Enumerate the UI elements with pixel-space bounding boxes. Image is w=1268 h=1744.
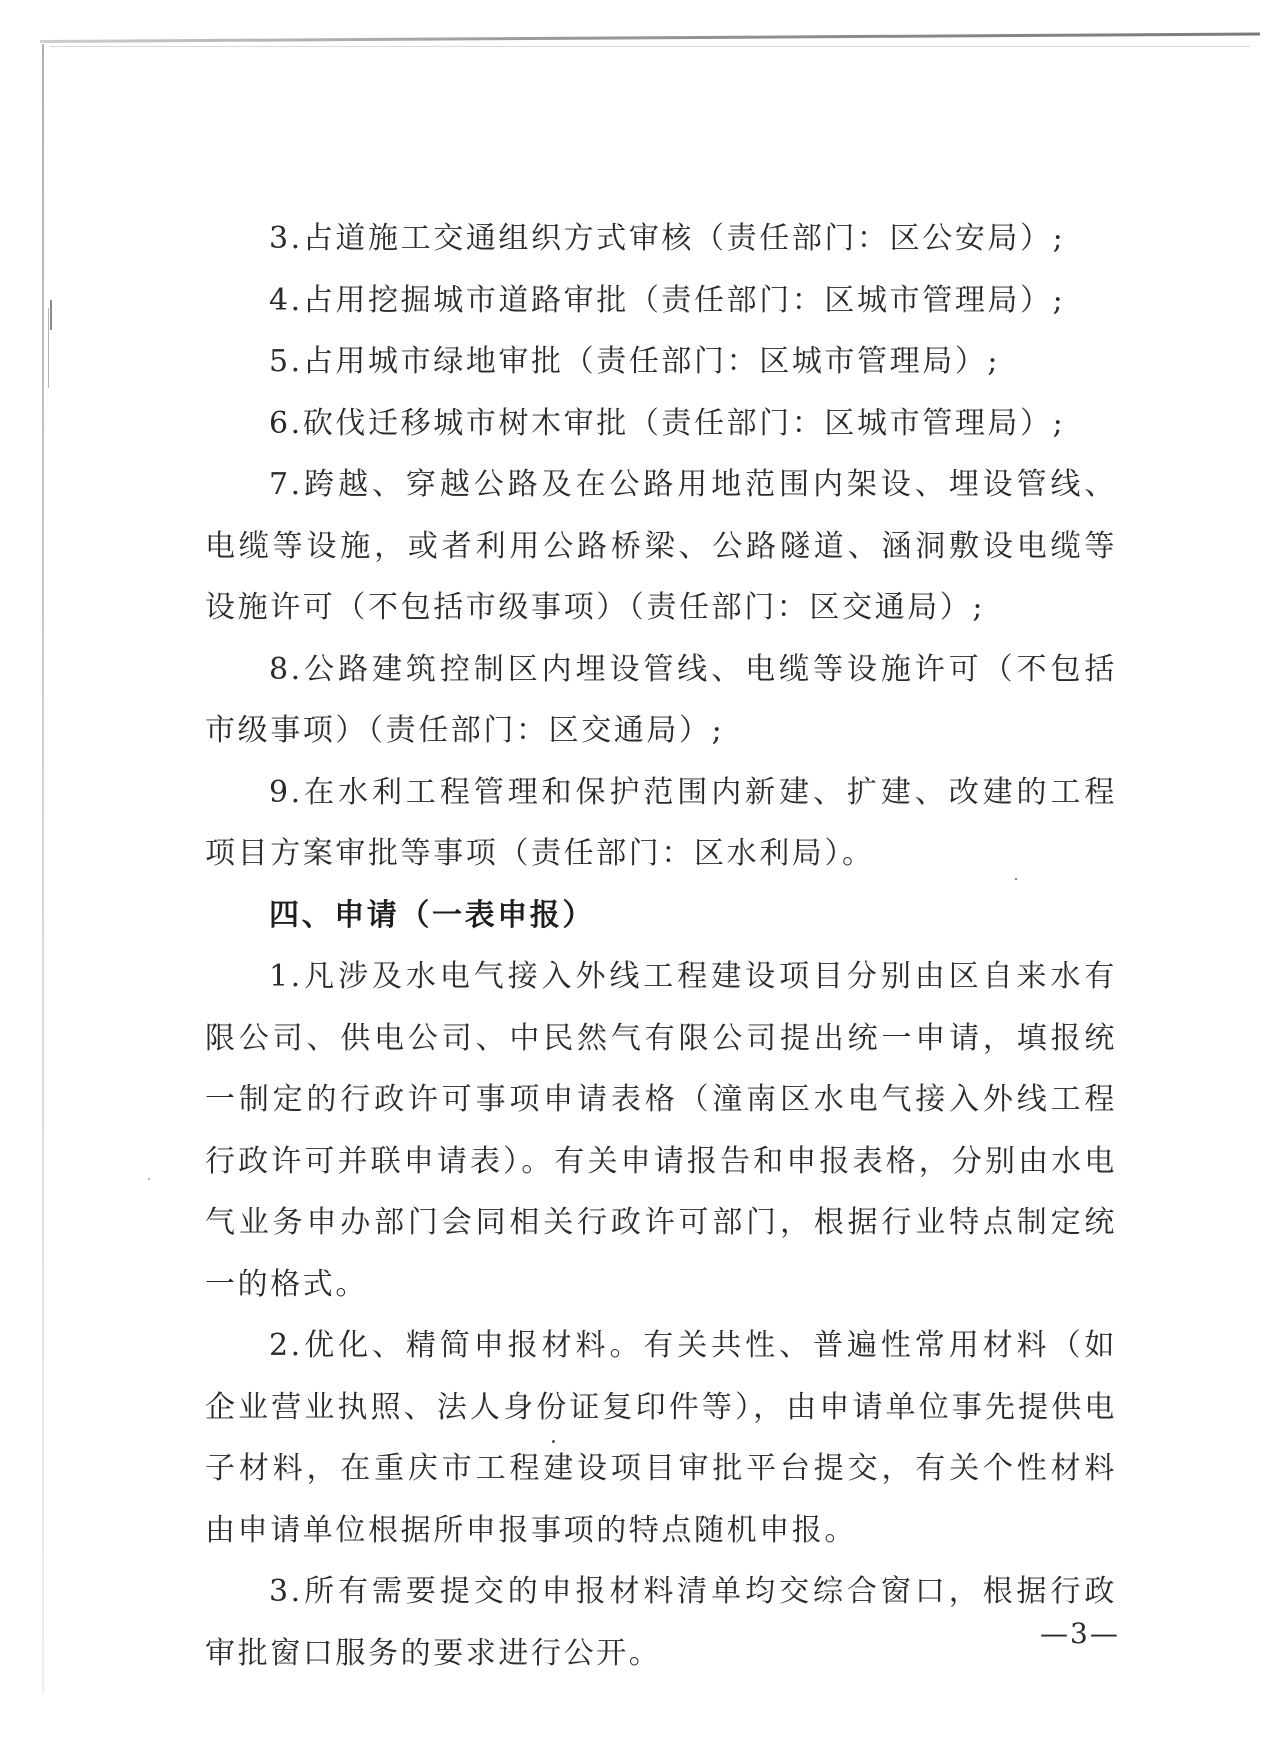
list-item: 5.占用城市绿地审批（责任部门：区城市管理局）;	[269, 344, 1001, 379]
list-item: 9.在水利工程管理和保护范围内新建、扩建、改建的工程项目方案审批等事项（责任部门：区水利局）。	[205, 774, 1117, 871]
page-top-edge-shadow	[50, 46, 1250, 47]
page-left-edge	[42, 44, 44, 1694]
section-paragraph: 3.所有需要提交的申报材料清单均交综合窗口，根据行政审批窗口服务的要求进行公开。	[205, 1574, 1117, 1671]
binding-mark	[50, 300, 52, 330]
section-paragraph: 1.凡涉及水电气接入外线工程建设项目分别由区自来水有限公司、供电公司、中民然气有限公司提出统一申请，填报统一制定的行政许可事项申请表格（潼南区水电气接入外线工程行政许可并联申请表）。有关申请报告和申报表格，分别由水电气业务申办部门会同相关行政许可部门，根据行业特点制定统一的格式。	[205, 959, 1117, 1302]
list-item: 4.占用挖掘城市道路审批（责任部门：区城市管理局）;	[269, 282, 1066, 318]
page-number: —3—	[1040, 1617, 1120, 1650]
page-top-edge	[40, 33, 1260, 43]
binding-mark	[48, 308, 49, 388]
scan-speck	[148, 1178, 150, 1180]
document-body	[205, 208, 1117, 1684]
list-item: 7.跨越、穿越公路及在公路用地范围内架设、埋设管线、电缆等设施，或者利用公路桥梁、公路隧道、涵洞敷设电缆等设施许可（不包括市级事项）（责任部门：区交通局）;	[205, 467, 1117, 625]
section-paragraph: 2.优化、精简申报材料。有关共性、普遍性常用材料（如企业营业执照、法人身份证复印件等），由申请单位事先提供电子材料，在重庆市工程建设项目审批平台提交，有关个性材料由申请单位根据所申报事项的特点随机申报。	[205, 1328, 1117, 1548]
list-item: 3.占道施工交通组织方式审核（责任部门：区公安局）;	[269, 221, 1066, 256]
list-item: 6.砍伐迁移城市树木审批（责任部门：区城市管理局）;	[269, 405, 1066, 441]
section-heading: 四、申请（一表申报）	[269, 897, 595, 933]
list-item: 8.公路建筑控制区内埋设管线、电缆等设施许可（不包括市级事项）（责任部门：区交通局）;	[205, 651, 1117, 748]
